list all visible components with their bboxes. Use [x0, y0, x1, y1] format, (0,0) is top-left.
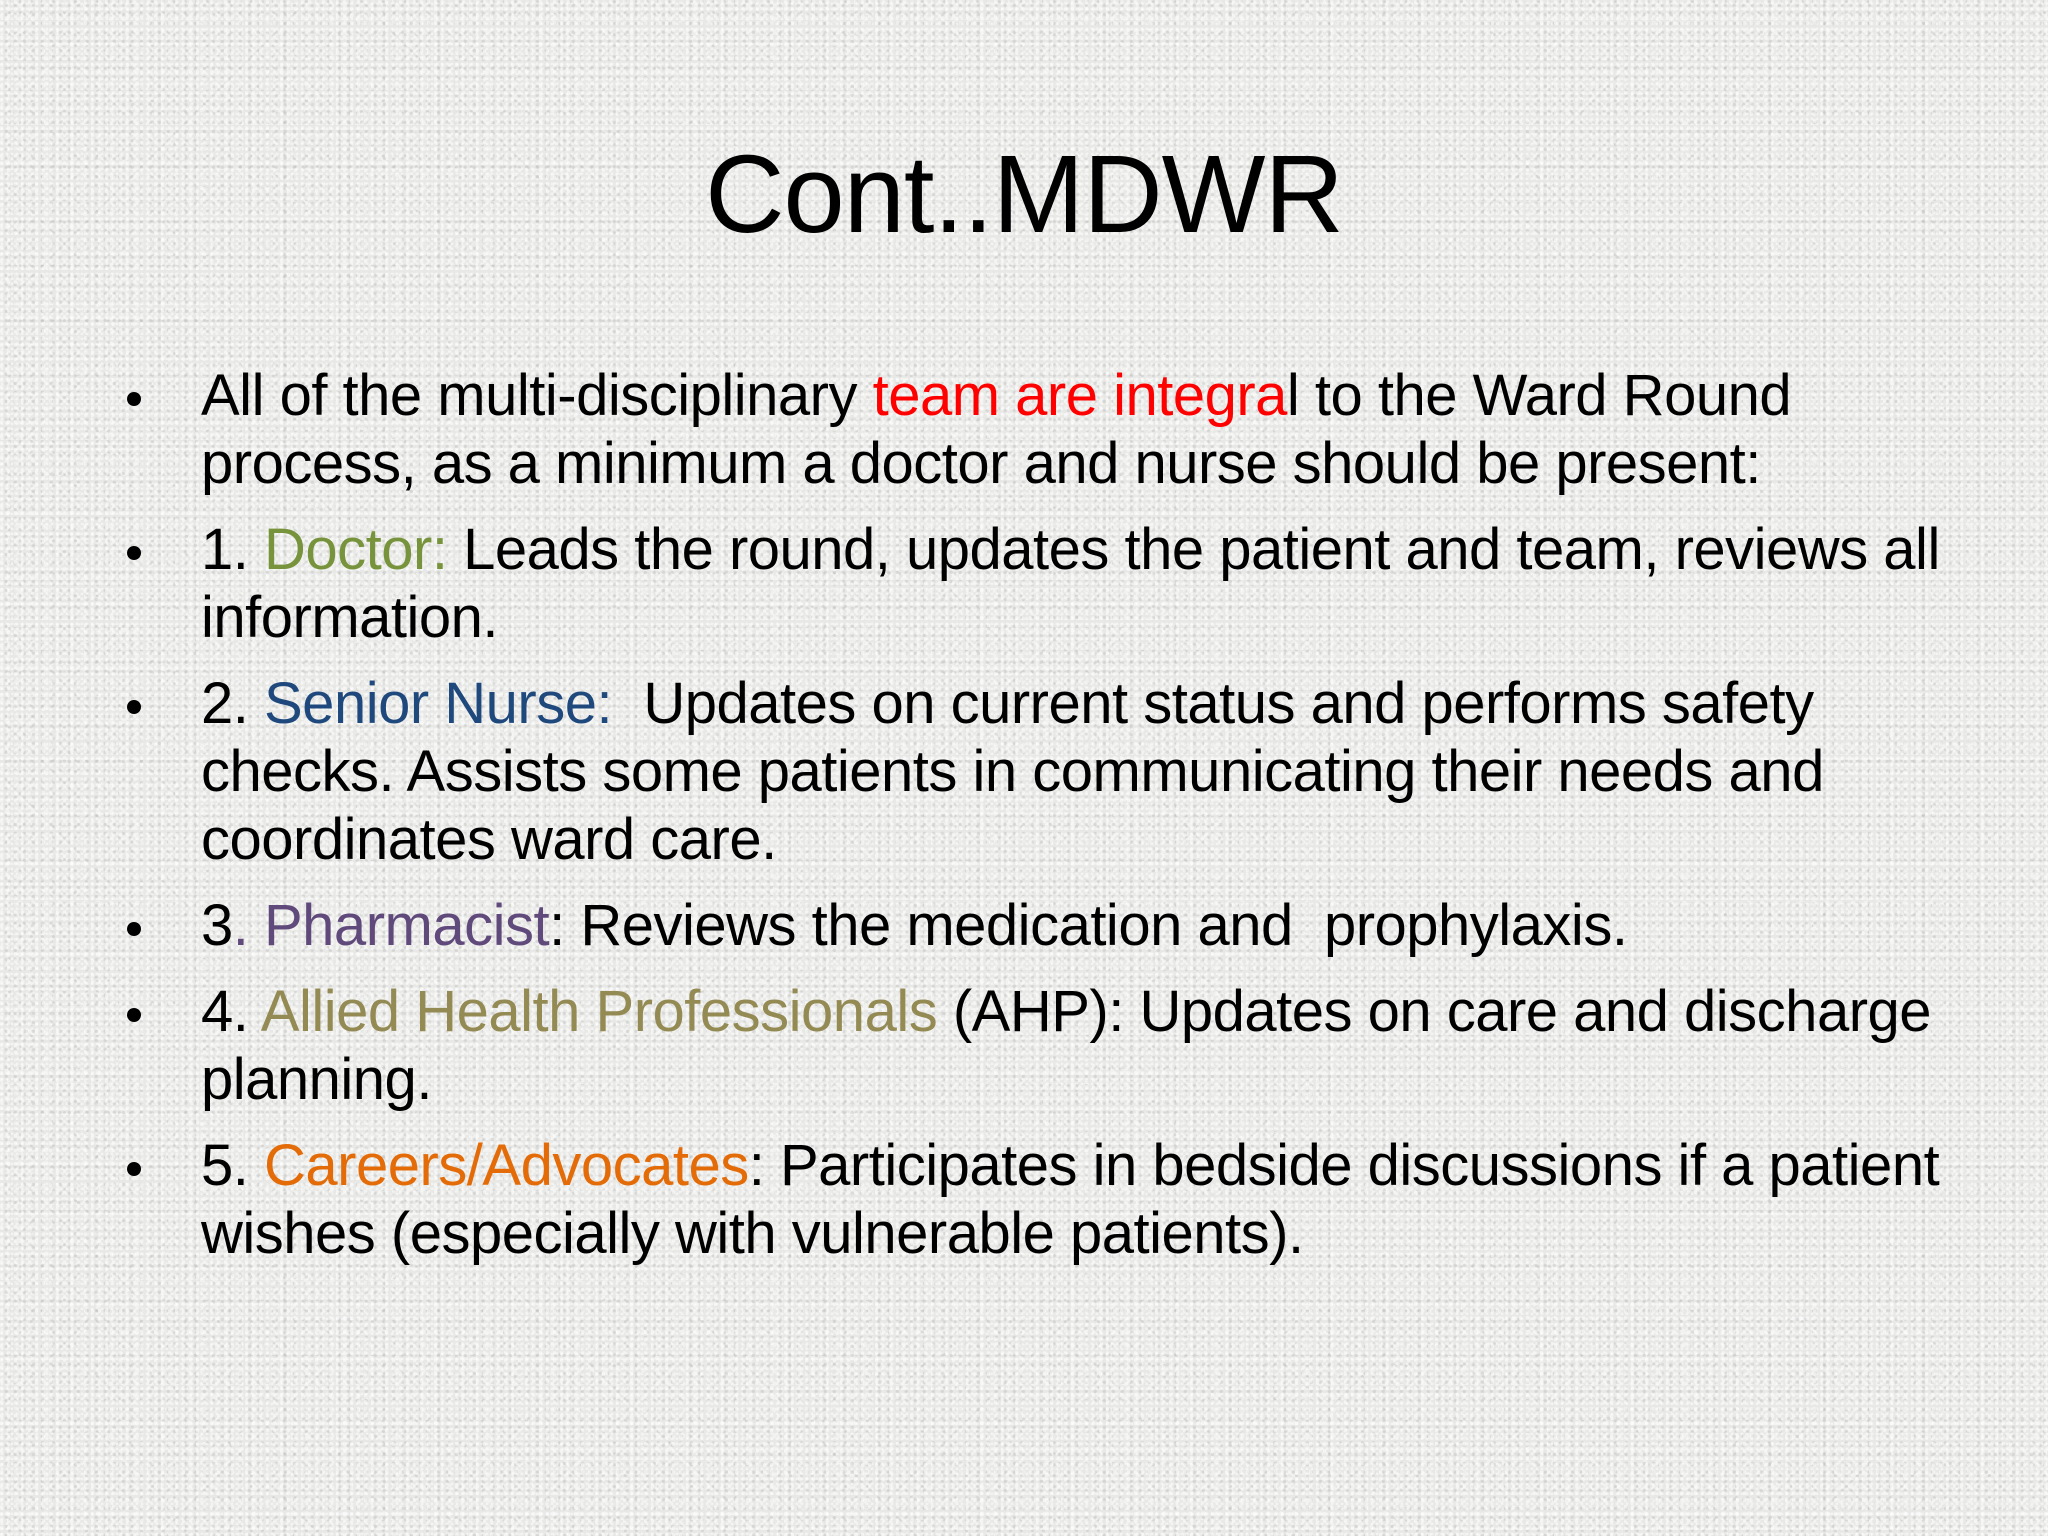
- bullet-dot-icon: [127, 700, 141, 714]
- bullet-item-careers: [120, 1132, 1950, 1268]
- item-number: 5.: [201, 1133, 264, 1198]
- bullet-dot-icon: [127, 1162, 141, 1176]
- bullet-dot-icon: [127, 1008, 141, 1022]
- bullet-item-intro: [120, 362, 1950, 498]
- intro-prefix: All of the multi-disciplinary: [201, 363, 873, 428]
- role-description: Updates on current status and performs safety checks. Assists some patients in communicating their needs and coordinates ward care.: [201, 671, 1840, 872]
- bullet-dot-icon: [127, 392, 141, 406]
- role-allied-health: Allied Health Professionals: [260, 979, 938, 1044]
- bullet-dot-icon: [127, 922, 141, 936]
- item-number: 1.: [201, 517, 264, 582]
- role-description: : Reviews the medication and prophylaxis.: [549, 893, 1628, 958]
- item-number: 4.: [201, 979, 261, 1044]
- bullet-item-senior-nurse: [120, 670, 1950, 874]
- intro-text: l to the Ward Round process, as a minimum a doctor and nurse should be present:: [201, 363, 1792, 496]
- bullet-item-pharmacist: [120, 892, 1950, 960]
- item-number: 3: [201, 893, 233, 958]
- role-description: : Participates in bedside discussions if a patient wishes (especially with vulnerable patients).: [201, 1133, 1940, 1266]
- role-description: (AHP): Updates on care and discharge planning.: [201, 979, 1932, 1112]
- role-pharmacist: . Pharmacist: [232, 893, 550, 958]
- bullet-list: [120, 362, 1950, 1286]
- slide-title: Cont..MDWR: [705, 133, 1343, 256]
- role-senior-nurse: Senior Nurse:: [264, 671, 613, 736]
- bullet-item-ahp: [120, 978, 1950, 1114]
- role-careers-advocates: Careers/Advocates: [264, 1133, 749, 1198]
- role-doctor: Doctor:: [264, 517, 448, 582]
- item-number: 2.: [201, 671, 264, 736]
- bullet-item-doctor: [120, 516, 1950, 652]
- bullet-dot-icon: [127, 546, 141, 560]
- intro-highlight: team are integra: [872, 363, 1287, 428]
- role-description: Leads the round, updates the patient and team, reviews all information.: [201, 517, 1940, 650]
